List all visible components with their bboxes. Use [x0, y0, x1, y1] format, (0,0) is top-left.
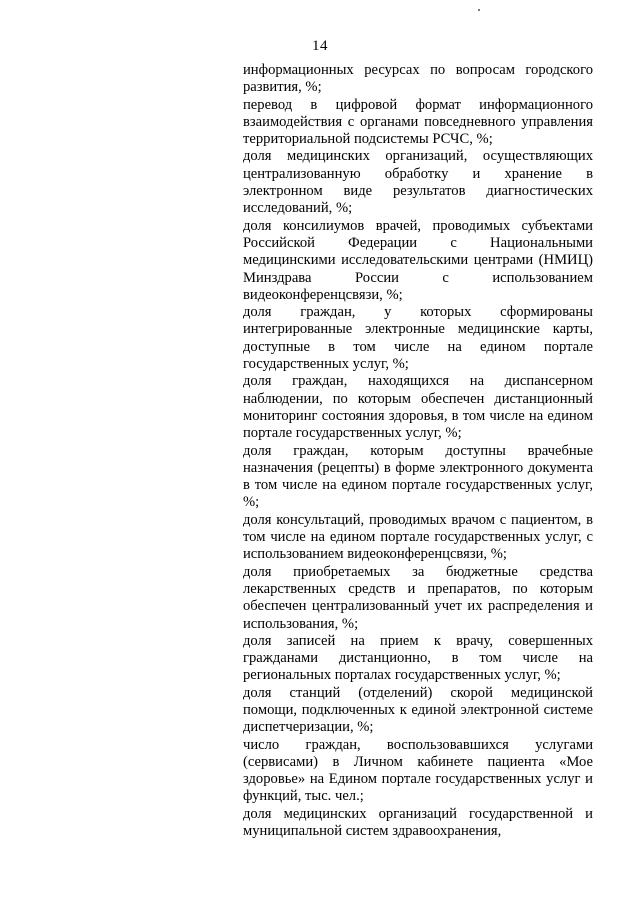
paragraph-2: перевод в цифровой формат информационного взаимодействия с органами повседневного управления территориальной подсистемы РСЧС, %; — [243, 96, 593, 148]
paragraph-13: доля медицинских организаций государственной и муниципальной систем здравоохранения, — [243, 805, 593, 840]
paragraph-10: доля записей на прием к врачу, совершенных гражданами дистанционно, в том числе на региональных порталах государственных услуг, %; — [243, 632, 593, 684]
paragraph-12: число граждан, воспользовавшихся услугами (сервисами) в Личном кабинете пациента «Мое здоровье» на Едином портале государственных услуг и функций, тыс. чел.; — [243, 736, 593, 805]
paragraph-1: информационных ресурсах по вопросам городского развития, %; — [243, 62, 593, 96]
scan-speck — [478, 9, 480, 11]
paragraph-8: доля консультаций, проводимых врачом с пациентом, в том числе на едином портале государственных услуг, с использованием видеоконференцсвязи, %; — [243, 511, 593, 563]
document-body — [243, 62, 593, 840]
paragraph-3: доля медицинских организаций, осуществляющих централизованную обработку и хранение в электронном виде результатов диагностических исследований, %; — [243, 148, 593, 217]
paragraph-9: доля приобретаемых за бюджетные средства лекарственных средств и препаратов, по которым обеспечен централизованный учет их распределения и использования, %; — [243, 563, 593, 632]
paragraph-11: доля станций (отделений) скорой медицинской помощи, подключенных к единой электронной системе диспетчеризации, %; — [243, 684, 593, 736]
paragraph-4: доля консилиумов врачей, проводимых субъектами Российской Федерации с Национальными медицинскими исследовательскими центрами (НМИЦ) Минздрава России с использованием видеоконференцсвязи, %; — [243, 217, 593, 303]
paragraph-5: доля граждан, у которых сформированы интегрированные электронные медицинские карты, доступные в том числе на едином портале государственных услуг, %; — [243, 304, 593, 373]
paragraph-6: доля граждан, находящихся на диспансерном наблюдении, по которым обеспечен дистанционный мониторинг состояния здоровья, в том числе на едином портале государственных услуг, %; — [243, 373, 593, 442]
paragraph-7: доля граждан, которым доступны врачебные назначения (рецепты) в форме электронного документа в том числе на едином портале государственных услуг, %; — [243, 442, 593, 511]
page-number: 14 — [312, 38, 328, 54]
